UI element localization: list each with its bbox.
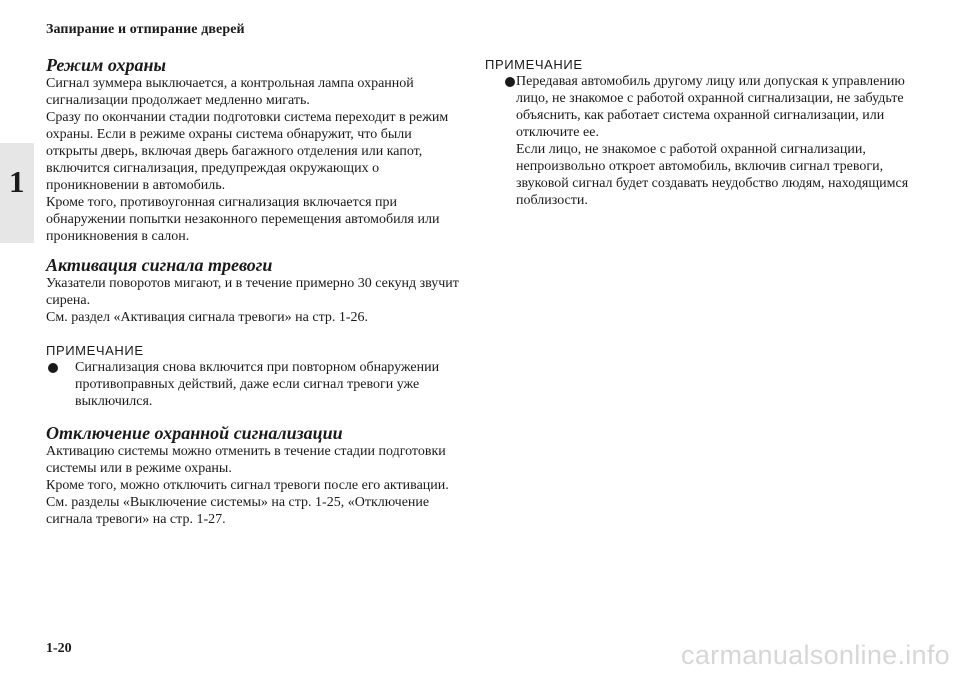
section-title-security-mode: Режим охраны bbox=[46, 55, 166, 75]
note-text: Сигнализация снова включится при повторном обнаружении противоправных действий, даже если сигнал тревоги уже выключился. bbox=[75, 360, 440, 409]
paragraph: Кроме того, можно отключить сигнал тревоги после его активации. bbox=[46, 478, 449, 493]
note-text: Если лицо, не знакомое с работой охранной сигнализации, непроизвольно откроет автомобиль, включив сигнал тревоги, звуковой сигнал будет создавать неудобство людям, находящимся поблизости. bbox=[516, 142, 909, 208]
paragraph: Сигнал зуммера выключается, а контрольная лампа охранной сигнализации продолжает медленно мигать. bbox=[46, 76, 414, 108]
paragraph: Кроме того, противоугонная сигнализация включается при обнаружении попытки незаконного перемещения автомобиля или проникновения в салон. bbox=[46, 195, 440, 244]
bullet-icon bbox=[505, 77, 515, 87]
section-title-alarm-activation: Активация сигнала тревоги bbox=[46, 255, 273, 275]
page-number: 1-20 bbox=[46, 641, 72, 656]
note-item bbox=[485, 73, 925, 209]
watermark: carmanualsonline.info bbox=[681, 640, 950, 670]
note-block bbox=[485, 57, 925, 209]
note-label: ПРИМЕЧАНИЕ bbox=[46, 343, 144, 358]
paragraph: Активацию системы можно отменить в течение стадии подготовки системы или в режиме охраны. bbox=[46, 444, 446, 476]
right-column bbox=[485, 55, 925, 209]
left-column bbox=[46, 55, 466, 528]
section-title-alarm-disable: Отключение охранной сигнализации bbox=[46, 423, 343, 443]
paragraph: См. разделы «Выключение системы» на стр. 1-25, «Отключение сигнала тревоги» на стр. 1-27. bbox=[46, 495, 430, 527]
bullet-icon bbox=[48, 363, 58, 373]
paragraph: Указатели поворотов мигают, и в течение примерно 30 секунд звучит сирена. bbox=[46, 276, 459, 308]
note-label: ПРИМЕЧАНИЕ bbox=[485, 57, 583, 72]
paragraph: Сразу по окончании стадии подготовки система переходит в режим охраны. Если в режиме охраны система обнаружит, что были открыты дверь, включая дверь багажного отделения или капот, включится сигнализация, предупреждая окружающих о проникновении в автомобиль. bbox=[46, 110, 449, 193]
note-text: Передавая автомобиль другому лицу или допуская к управлению лицо, не знакомое с работой охранной сигнализации, не забудьте объяснить, как работает система охранной сигнализации, или отключите ее. bbox=[516, 74, 905, 140]
paragraph: См. раздел «Активация сигнала тревоги» на стр. 1-26. bbox=[46, 310, 369, 325]
note-block bbox=[46, 343, 466, 410]
note-item bbox=[46, 359, 466, 410]
page-header: Запирание и отпирание дверей bbox=[46, 22, 245, 37]
chapter-number: 1 bbox=[9, 164, 25, 199]
